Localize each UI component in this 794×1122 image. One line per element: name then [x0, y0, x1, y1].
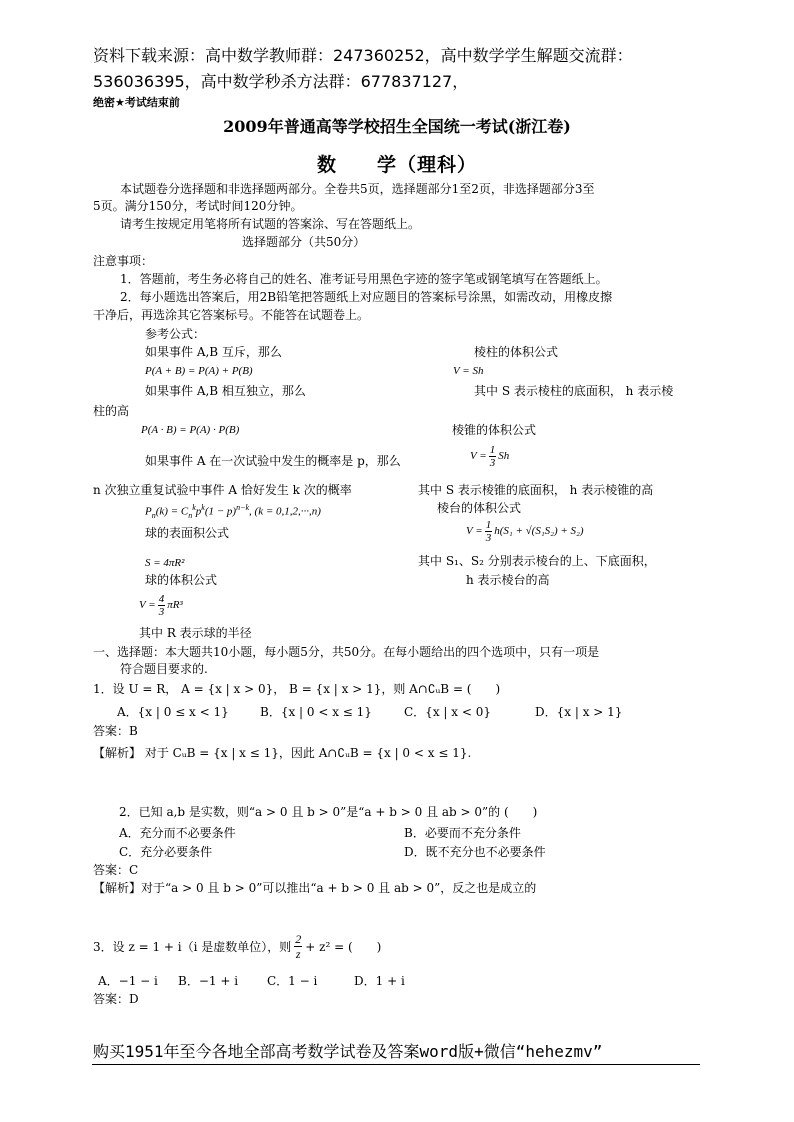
binomial-c-sup: k [192, 503, 196, 512]
prism-volume-eq: V = Sh [453, 365, 484, 377]
frustum-tail: h(S₁ + √(S₁S₂) + S₂) [494, 525, 584, 537]
q2-option-d: D．既不充分也不必要条件 [404, 845, 546, 859]
frustum-volume-eq [466, 519, 584, 544]
note-1: 1．答题前，考生务必将自己的姓名、准考证号用黑色字迹的签字笔或钢笔填写在答题纸上。 [120, 272, 608, 286]
source-line-2: 536036395，高中数学秒杀方法群：677837127， [93, 72, 469, 91]
formulas-heading: 参考公式： [145, 327, 206, 341]
q3-option-b: B．−1 + i [178, 974, 239, 988]
prism-note-b: 柱的高 [93, 404, 130, 418]
q3-frac-num: 2 [295, 932, 302, 946]
sphere-volume-tail: πR³ [167, 599, 183, 611]
pyramid-tail: Sh [498, 450, 510, 462]
formula-mutex-eq: P(A + B) = P(A) + P(B) [145, 365, 253, 377]
binomial-p-sub: n [151, 510, 156, 520]
frustum-fraction [485, 519, 493, 544]
q1-option-b: B．{x | 0 < x ≤ 1} [260, 705, 372, 719]
intro-paragraph-1b: 5页。满分150分，考试时间120分钟。 [93, 199, 303, 213]
part-heading: 选择题部分（共50分） [242, 235, 366, 249]
q3-fraction [294, 932, 302, 961]
frustum-note-b: h 表示棱台的高 [466, 573, 550, 587]
sphere-volume-eq [139, 593, 183, 618]
source-line-1: 资料下载来源：高中数学教师群：247360252，高中数学学生解题交流群： [93, 46, 633, 65]
formula-independent-eq: P(A · B) = P(A) · P(B) [141, 424, 240, 436]
intro-paragraph-1a: 本试题卷分选择题和非选择题两部分。全卷共5页，选择题部分1至2页，非选择题部分3至 [120, 182, 595, 196]
note-2b: 干净后，再选涂其它答案标号。不能答在试题卷上。 [93, 308, 370, 322]
q3-answer: 答案：D [93, 992, 139, 1006]
q3-stem-b: + z² = ( ) [305, 939, 382, 954]
notes-heading: 注意事项： [93, 254, 154, 268]
formula-mutex-label: 如果事件 A,B 互斥，那么 [145, 345, 282, 359]
sphere-volume-den: 3 [158, 606, 165, 618]
prism-volume-label: 棱柱的体积公式 [474, 345, 559, 359]
sphere-area-eq: S = 4πR² [145, 557, 185, 569]
q2-option-a: A．充分而不必要条件 [119, 826, 236, 840]
formula-binomial-eq: $P_n(k) = C_n^kp^k(1 - p)^{n-k}$, (k = 0,1,2,···,n) [145, 503, 321, 520]
pyramid-volume-eq [470, 444, 509, 469]
pyramid-volume-label: 棱锥的体积公式 [452, 423, 537, 437]
q1-answer: 答案：B [93, 724, 138, 738]
binomial-range: , (k = 0,1,2,···,n) [249, 505, 321, 518]
formula-binomial-label: n 次独立重复试验中事件 A 恰好发生 k 次的概率 [93, 483, 352, 497]
note-2a: 2．每小题选出答案后，用2B铅笔把答题纸上对应题目的答案标号涂黑，如需改动，用橡皮擦 [120, 290, 613, 304]
binomial-c-sub: n [188, 510, 193, 520]
q2-analysis: 【解析】对于“a > 0 且 b > 0”可以推出“a + b > 0 且 ab > 0”，反之也是成立的 [93, 881, 537, 895]
pyramid-num: 1 [489, 444, 496, 456]
frustum-num: 1 [485, 519, 492, 531]
q3-option-d: D．1 + i [354, 974, 405, 988]
sphere-volume-num: 4 [158, 593, 165, 605]
q3-stem [93, 932, 381, 961]
exam-subtitle: 数 学（理科） [316, 154, 477, 176]
frustum-note-a: 其中 S₁、S₂ 分别表示棱台的上、下底面积， [418, 554, 656, 568]
intro-paragraph-2: 请考生按规定用笔将所有试题的答案涂、写在答题纸上。 [120, 217, 421, 231]
binomial-q: (1 − p) [204, 505, 237, 518]
q3-stem-a: 3．设 z = 1 + i（i 是虚数单位），则 [93, 939, 292, 954]
secret-label: 绝密★考试结束前 [93, 96, 180, 109]
sphere-volume-fraction [158, 593, 166, 618]
q1-stem: 1．设 U = R， A = {x | x > 0}， B = {x | x > 1}，则 A∩∁ᵤB = ( ) [93, 682, 501, 696]
q2-answer: 答案：C [93, 863, 139, 877]
frustum-den: 3 [485, 532, 492, 544]
q3-option-c: C．1 − i [267, 974, 318, 988]
pyramid-fraction [489, 444, 497, 469]
exam-title: 2009年普通高等学校招生全国统一考试(浙江卷) [223, 117, 571, 136]
prism-note-a: 其中 S 表示棱柱的底面积， h 表示棱 [474, 384, 674, 398]
sphere-radius-note: 其中 R 表示球的半径 [139, 626, 252, 640]
pyramid-v: V = [470, 450, 487, 462]
pyramid-note: 其中 S 表示棱锥的底面积， h 表示棱锥的高 [418, 483, 654, 497]
q1-option-c: C．{x | x < 0} [404, 705, 491, 719]
section-1-intro-a: 一、选择题：本大题共10小题，每小题5分，共50分。在每小题给出的四个选项中，只有一项是 [93, 645, 600, 659]
sphere-area-label: 球的表面积公式 [145, 526, 230, 540]
section-1-intro-b: 符合题目要求的. [120, 662, 208, 676]
footer-rule [92, 1064, 700, 1065]
formula-probability-label: 如果事件 A 在一次试验中发生的概率是 p，那么 [145, 454, 401, 468]
pyramid-den: 3 [489, 457, 496, 469]
frustum-v: V = [466, 525, 483, 537]
q1-analysis: 【解析】 对于 CᵤB = {x | x ≤ 1}，因此 A∩∁ᵤB = {x | 0 < x ≤ 1}. [93, 746, 472, 760]
frustum-volume-label: 棱台的体积公式 [437, 501, 522, 515]
formula-independent-label: 如果事件 A,B 相互独立，那么 [145, 384, 306, 398]
q3-option-a: A．−1 − i [98, 974, 158, 988]
footer-advert: 购买1951年至今各地全部高考数学试卷及答案word版+微信“hehezmv” [93, 1042, 603, 1061]
q2-option-c: C．充分必要条件 [119, 845, 213, 859]
sphere-volume-label: 球的体积公式 [145, 573, 218, 587]
sphere-volume-v: V = [139, 599, 156, 611]
q1-option-a: A．{x | 0 ≤ x < 1} [117, 705, 229, 719]
q3-frac-den: z [295, 947, 301, 961]
binomial-c: (k) = C [155, 505, 189, 518]
binomial-pk: p [195, 505, 202, 518]
q1-option-d: D．{x | x > 1} [535, 705, 623, 719]
binomial-p: P [145, 505, 152, 518]
q2-stem: 2．已知 a,b 是实数，则“a > 0 且 b > 0”是“a + b > 0 且 ab > 0”的 ( ) [119, 805, 538, 819]
q2-option-b: B．必要而不充分条件 [404, 826, 521, 840]
